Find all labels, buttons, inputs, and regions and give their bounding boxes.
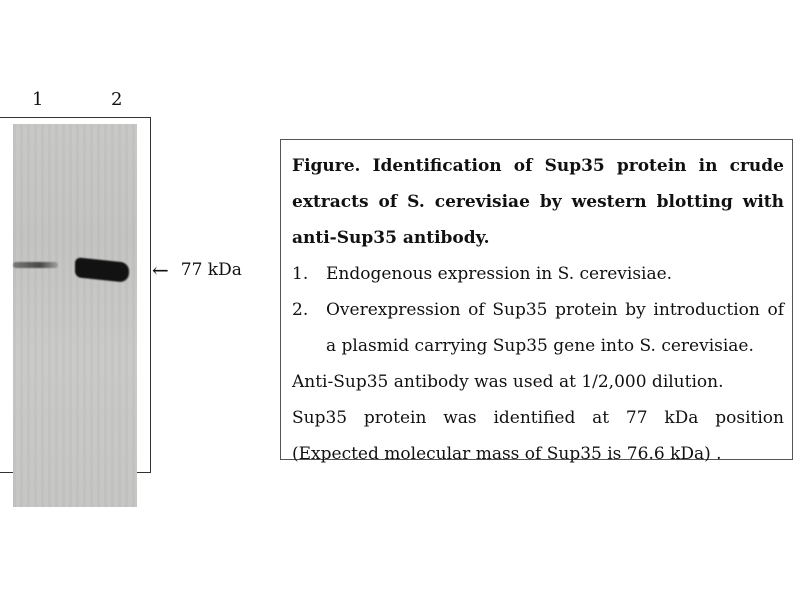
list-item-number: 1.	[292, 264, 309, 284]
western-blot-image	[13, 124, 137, 507]
lane-number-1: 1	[32, 89, 44, 110]
arrow-left-icon: ←	[152, 258, 169, 282]
list-item	[292, 292, 784, 364]
molecular-weight-marker	[152, 260, 242, 280]
result-note: Sup35 protein was identified at 77 kDa position (Expected molecular mass of Sup35 is 76.6 kDa) .	[292, 408, 784, 464]
figure-title: Figure. Identification of Sup35 protein in crude extracts of S. cerevisiae by western blotting with anti-Sup35 antibody.	[292, 156, 784, 248]
lane-number-2: 2	[111, 89, 123, 110]
dilution-note: Anti-Sup35 antibody was used at 1/2,000 dilution.	[292, 372, 724, 392]
list-item-number: 2.	[292, 300, 309, 320]
lane-description-list	[292, 256, 784, 364]
marker-label: 77 kDa	[180, 260, 242, 280]
list-item-text: Overexpression of Sup35 protein by introduction of a plasmid carrying Sup35 gene into S. cerevisiae.	[326, 300, 784, 356]
list-item-text: Endogenous expression in S. cerevisiae.	[326, 264, 673, 284]
figure-caption-box	[280, 139, 793, 464]
band-lane-1	[13, 262, 58, 268]
band-lane-2	[75, 257, 129, 283]
list-item	[292, 256, 784, 292]
